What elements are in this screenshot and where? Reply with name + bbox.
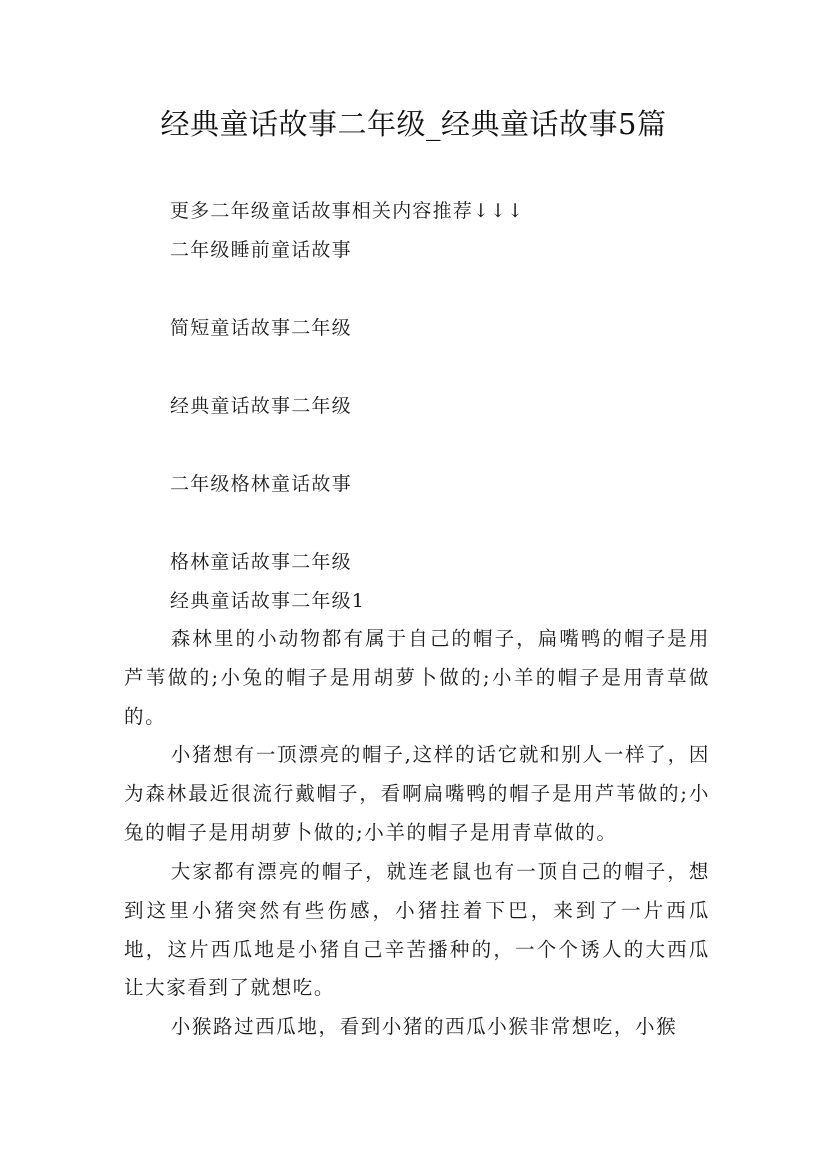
body-paragraph: 森林里的小动物都有属于自己的帽子，扁嘴鸭的帽子是用芦苇做的;小兔的帽子是用胡萝卜做的;小羊的帽子是用青草做的。	[124, 627, 710, 728]
body-paragraph: 大家都有漂亮的帽子，就连老鼠也有一顶自己的帽子，想到这里小猪突然有些伤感，小猪拄着下巴，来到了一片西瓜地，这片西瓜地是小猪自己辛苦播种的，一个个诱人的大西瓜让大家看到了就想吃。	[124, 860, 710, 1000]
recommend-link[interactable]: 二年级格林童话故事	[170, 473, 352, 495]
section-heading: 经典童话故事二年级1	[170, 590, 366, 612]
recommend-link[interactable]: 二年级睡前童话故事	[170, 239, 352, 261]
recommend-link[interactable]: 经典童话故事二年级	[170, 395, 352, 417]
recommend-intro: 更多二年级童话故事相关内容推荐↓↓↓	[170, 200, 525, 222]
recommend-link[interactable]: 格林童话故事二年级	[170, 551, 352, 573]
body-paragraph: 小猴路过西瓜地，看到小猪的西瓜小猴非常想吃，小猴	[170, 1015, 678, 1038]
document-title: 经典童话故事二年级_经典童话故事5篇	[160, 107, 667, 141]
body-paragraph: 小猪想有一顶漂亮的帽子,这样的话它就和别人一样了，因为森林最近很流行戴帽子，看啊扁嘴鸭的帽子是用芦苇做的;小兔的帽子是用胡萝卜做的;小羊的帽子是用青草做的。	[124, 743, 710, 844]
recommend-link[interactable]: 简短童话故事二年级	[170, 317, 352, 339]
